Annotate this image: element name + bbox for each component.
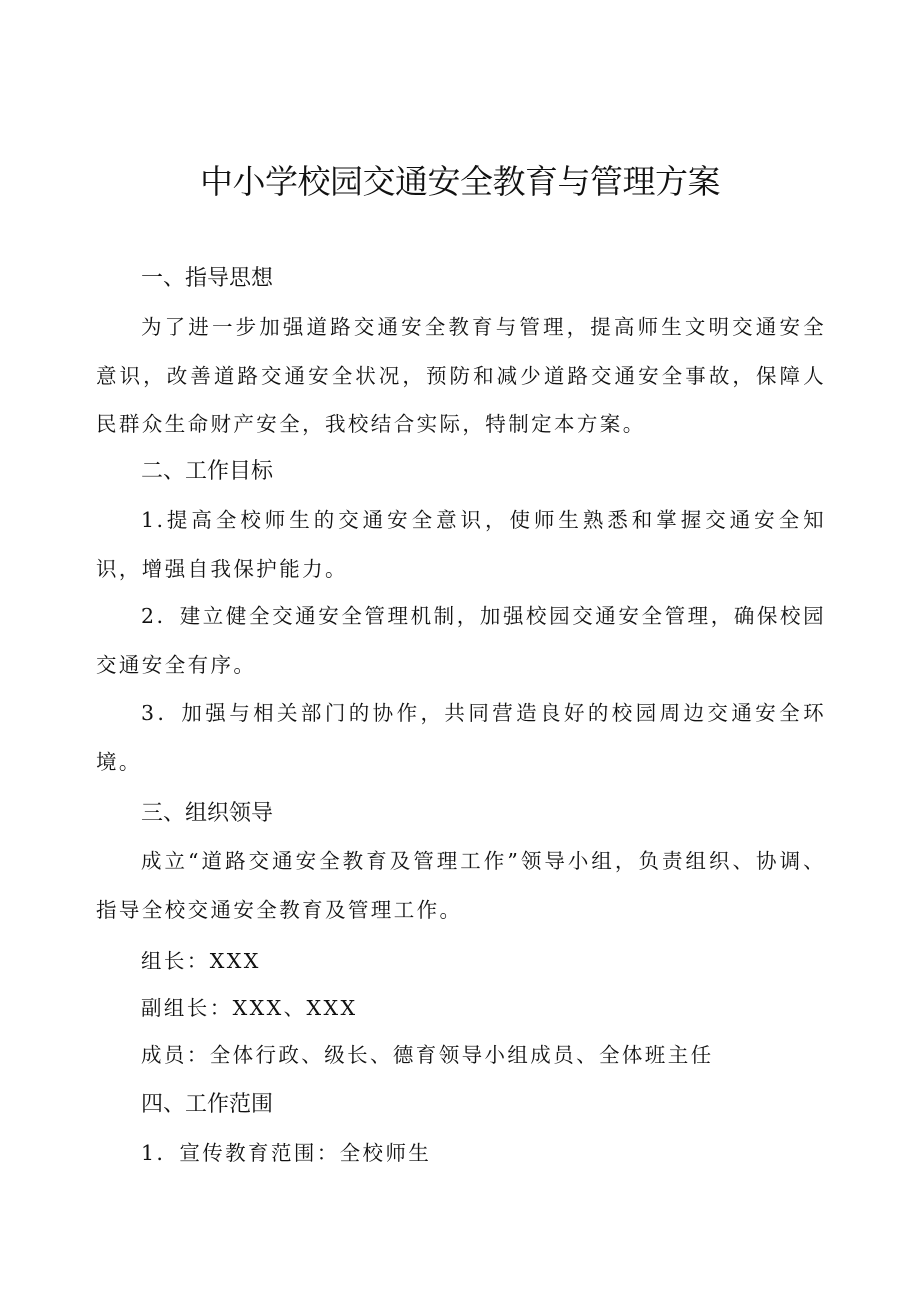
paragraph-goal-3: 3．加强与相关部门的协作，共同营造良好的校园周边交通安全环境。: [96, 701, 826, 774]
section-heading-organization: 三、组织领导: [141, 801, 274, 826]
paragraph-leadership-group: 成立“道路交通安全教育及管理工作”领导小组，负责组织、协调、指导全校交通安全教育及管理工作。: [96, 849, 826, 922]
paragraph-goal-1: 1.提高全校师生的交通安全意识，使师生熟悉和掌握交通安全知识，增强自我保护能力。: [96, 508, 826, 581]
section-heading-work-goals: 二、工作目标: [141, 459, 274, 484]
scope-line-1: 1．宣传教育范围：全校师生: [141, 1141, 432, 1165]
paragraph-goal-2: 2．建立健全交通安全管理机制，加强校园交通安全管理，确保校园交通安全有序。: [96, 604, 826, 677]
deputy-leader-line: 副组长：XXX、XXX: [141, 996, 358, 1020]
paragraph-guiding-ideology: 为了进一步加强道路交通安全教育与管理，提高师生文明交通安全意识，改善道路交通安全状况，预防和减少道路交通安全事故，保障人民群众生命财产安全，我校结合实际，特制定本方案。: [96, 315, 826, 436]
section-heading-guiding-ideology: 一、指导思想: [141, 266, 274, 291]
members-line: 成员：全体行政、级长、德育领导小组成员、全体班主任: [141, 1043, 714, 1067]
document-title: 中小学校园交通安全教育与管理方案: [200, 162, 720, 201]
group-leader-line: 组长：XXX: [141, 949, 261, 973]
section-heading-work-scope: 四、工作范围: [141, 1092, 274, 1117]
